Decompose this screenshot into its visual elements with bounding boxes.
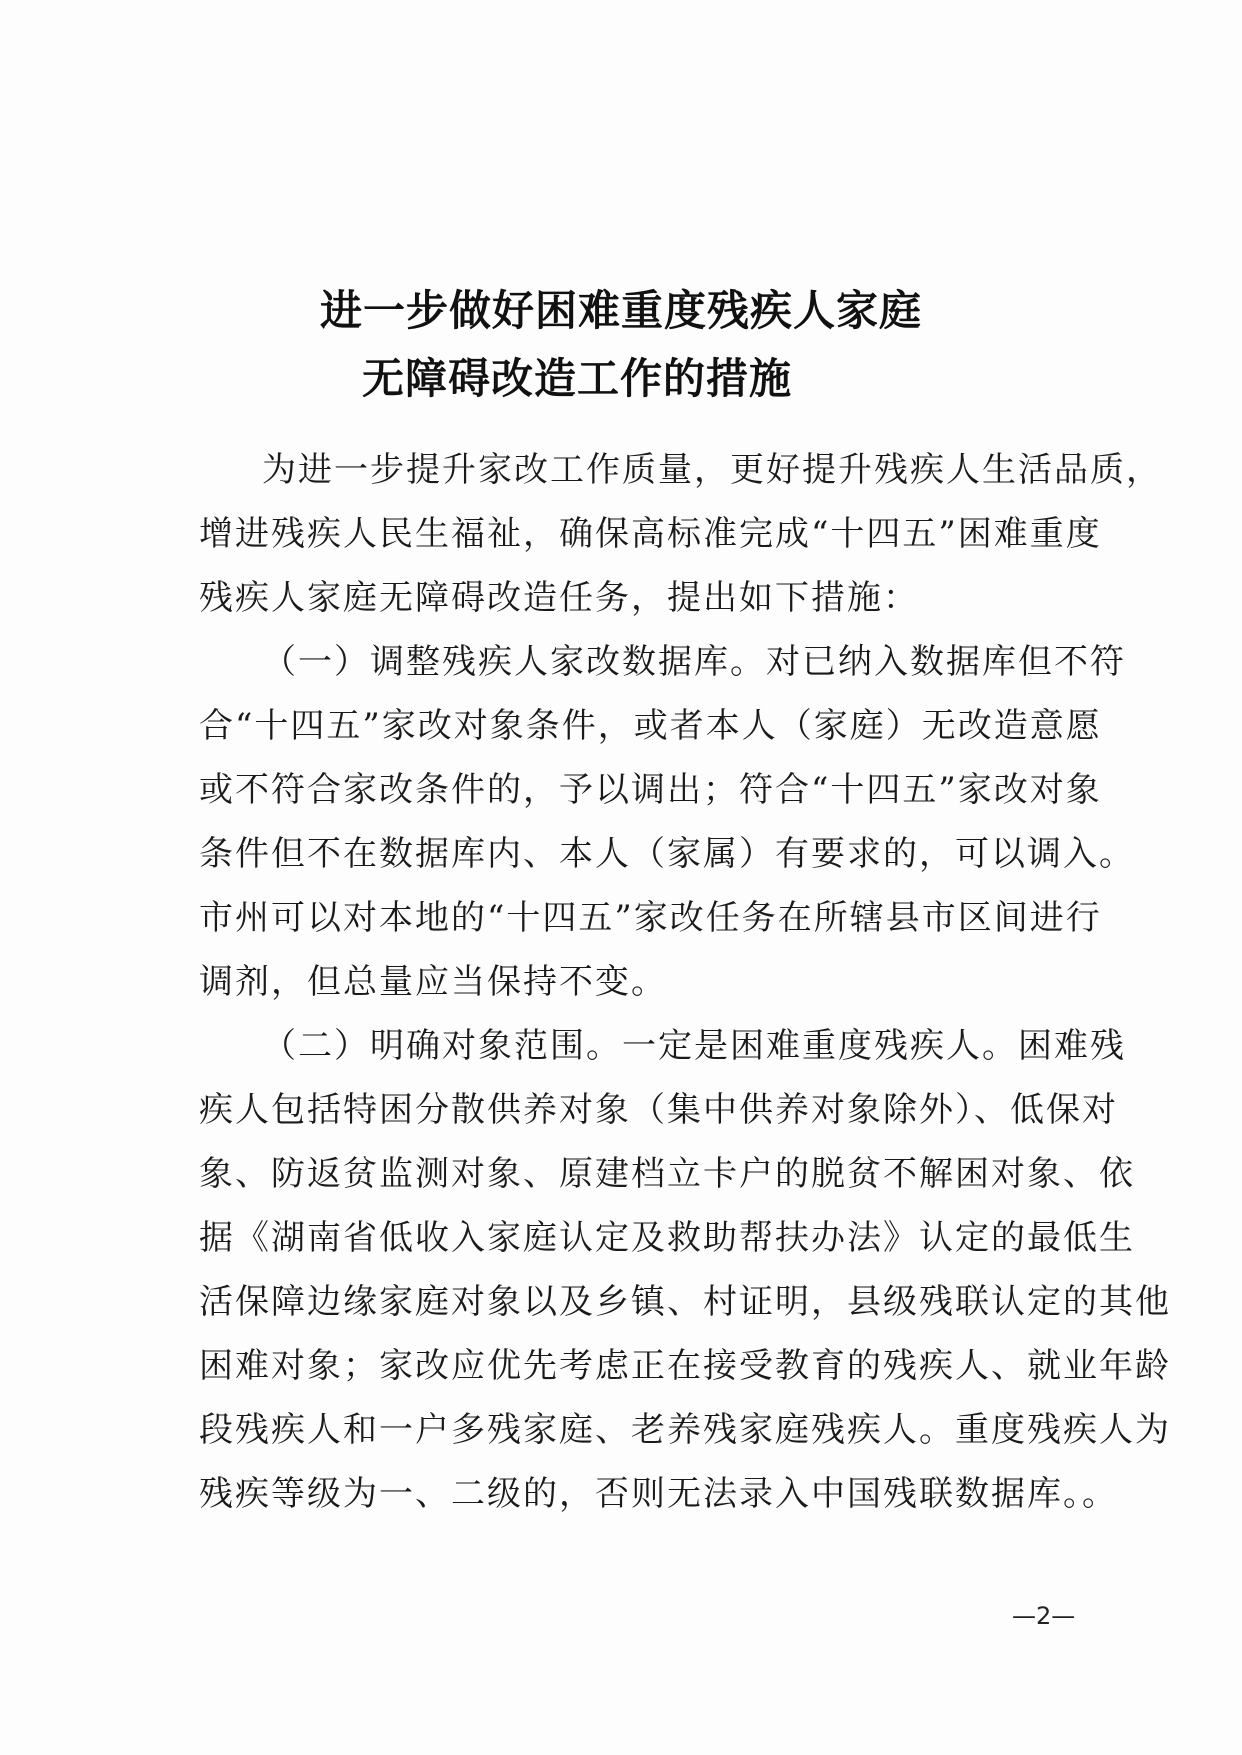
body-line: 残疾人家庭无障碍改造任务，提出如下措施：	[199, 578, 919, 618]
page-number: —2—	[1012, 1602, 1076, 1630]
body-line: 增进残疾人民生福祉，确保高标准完成“十四五”困难重度	[199, 514, 1102, 554]
body-line: 市州可以对本地的“十四五”家改任务在所辖县市区间进行	[199, 898, 1102, 938]
body-line: 段残疾人和一户多残家庭、老养残家庭残疾人。重度残疾人为	[199, 1410, 1171, 1450]
body-line: （二）明确对象范围。一定是困难重度残疾人。困难残	[262, 1026, 1126, 1066]
document-title-line-2: 无障碍改造工作的措施	[361, 354, 792, 403]
body-line: 困难对象；家改应优先考虑正在接受教育的残疾人、就业年龄	[199, 1346, 1171, 1386]
body-line: （一）调整残疾人家改数据库。对已纳入数据库但不符	[262, 642, 1126, 682]
body-line: 或不符合家改条件的，予以调出；符合“十四五”家改对象	[199, 770, 1102, 810]
body-line: 疾人包括特困分散供养对象（集中供养对象除外）、低保对	[199, 1090, 1118, 1130]
body-line: 条件但不在数据库内、本人（家属）有要求的，可以调入。	[199, 834, 1135, 874]
body-line: 为进一步提升家改工作质量，更好提升残疾人生活品质，	[262, 450, 1162, 490]
body-line: 象、防返贫监测对象、原建档立卡户的脱贫不解困对象、依	[199, 1154, 1135, 1194]
document-title-line-1: 进一步做好困难重度残疾人家庭	[319, 286, 922, 335]
body-line: 残疾等级为一、二级的，否则无法录入中国残联数据库。。	[199, 1474, 1118, 1514]
body-line: 合“十四五”家改对象条件，或者本人（家庭）无改造意愿	[199, 706, 1102, 746]
body-line: 据《湖南省低收入家庭认定及救助帮扶办法》认定的最低生	[199, 1218, 1135, 1258]
body-line: 活保障边缘家庭对象以及乡镇、村证明，县级残联认定的其他	[199, 1282, 1171, 1322]
body-line: 调剂，但总量应当保持不变。	[199, 962, 667, 1002]
